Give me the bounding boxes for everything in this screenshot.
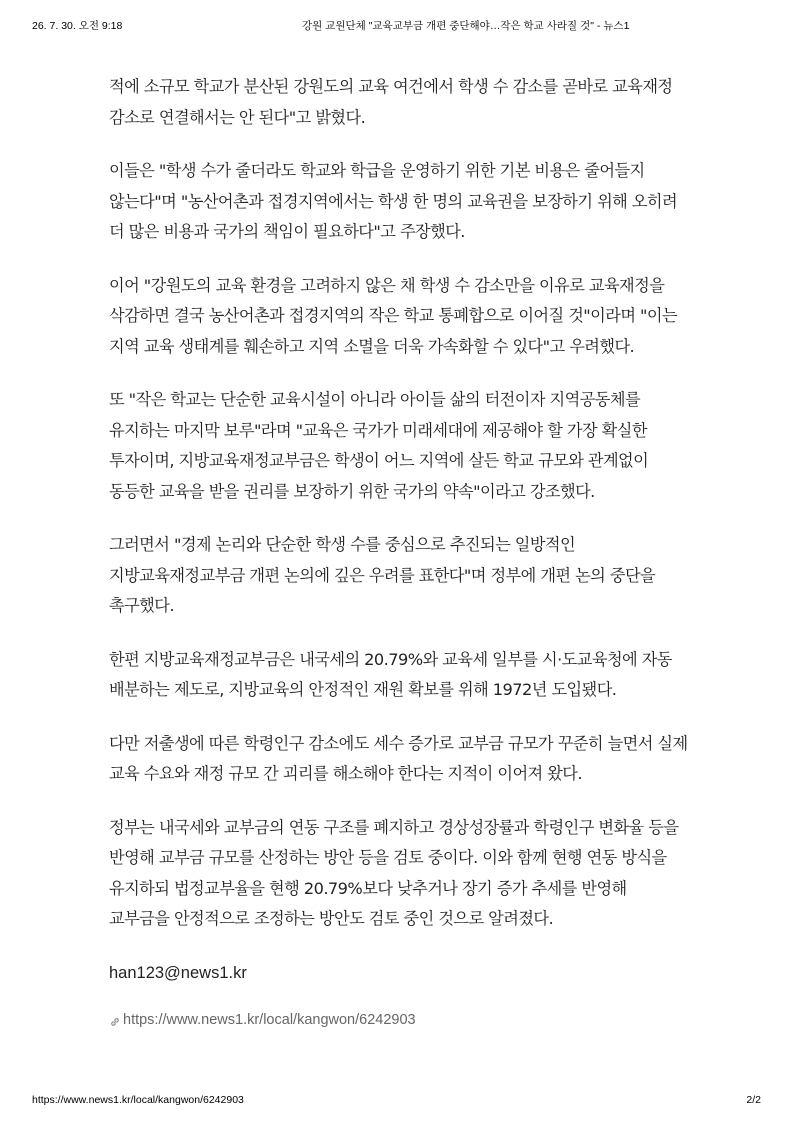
article-body — [109, 72, 689, 1030]
print-date: 26. 7. 30. 오전 9:18 — [32, 20, 123, 32]
article-paragraph: 그러면서 "경제 논리와 단순한 학생 수를 중심으로 추진되는 일방적인 지방교육재정교부금 개편 논의에 깊은 우려를 표한다"며 정부에 개편 논의 중단을 촉구했다. — [109, 535, 656, 615]
footer-url: https://www.news1.kr/local/kangwon/6242903 — [32, 1094, 244, 1106]
article-paragraph: 또 "작은 학교는 단순한 교육시설이 아니라 아이들 삶의 터전이자 지역공동체를 유지하는 마지막 보루"라며 "교육은 국가가 미래세대에 제공해야 할 가장 확실한 투자이며, 지방교육재정교부금은 학생이 어느 지역에 살든 학교 규모와 관계없이 동등한 교육을 받을 권리를 보장하기 위한 국가의 약속"이라고 강조했다. — [109, 390, 649, 501]
author-email: han123@news1.kr — [109, 963, 247, 982]
link-icon — [109, 1014, 121, 1026]
article-paragraph: 이어 "강원도의 교육 환경을 고려하지 않은 채 학생 수 감소만을 이유로 교육재정을 삭감하면 결국 농산어촌과 접경지역의 작은 학교 통폐합으로 이어질 것"이라며 "이는 지역 교육 생태계를 훼손하고 지역 소멸을 더욱 가속화할 수 있다"고 우려했다. — [109, 275, 678, 356]
source-url[interactable]: https://www.news1.kr/local/kangwon/6242903 — [123, 1011, 416, 1028]
print-header — [32, 18, 761, 34]
article-paragraph: 정부는 내국세와 교부금의 연동 구조를 폐지하고 경상성장률과 학령인구 변화율 등을 반영해 교부금 규모를 산정하는 방안 등을 검토 중이다. 이와 함께 현행 연동 방식을 유지하되 법정교부율을 현행 20.79%보다 낮추거나 장기 증가 추세를 반영해 교부금을 안정적으로 조정하는 방안도 검토 중인 것으로 알려졌다. — [109, 817, 679, 928]
article-paragraph: 적에 소규모 학교가 분산된 강원도의 교육 여건에서 학생 수 감소를 곧바로 교육재정 감소로 연결해서는 안 된다"고 밝혔다. — [109, 77, 673, 127]
article-paragraph: 이들은 "학생 수가 줄더라도 학교와 학급을 운영하기 위한 기본 비용은 줄어들지 않는다"며 "농산어촌과 접경지역에서는 학생 한 명의 교육권을 보장하기 위해 오히려 더 많은 비용과 국가의 책임이 필요하다"고 주장했다. — [109, 161, 678, 241]
page-title: 강원 교원단체 "교육교부금 개편 중단해야…작은 학교 사라질 것" - 뉴스1 — [302, 20, 630, 32]
source-link[interactable] — [109, 1010, 689, 1030]
article-paragraph: 한편 지방교육재정교부금은 내국세의 20.79%와 교육세 일부를 시·도교육청에 자동 배분하는 제도로, 지방교육의 안정적인 재원 확보를 위해 1972년 도입됐다. — [109, 649, 672, 699]
print-footer — [32, 1094, 761, 1108]
page-number: 2/2 — [746, 1094, 761, 1106]
article-paragraph: 다만 저출생에 따른 학령인구 감소에도 세수 증가로 교부금 규모가 꾸준히 늘면서 실제 교육 수요와 재정 규모 간 괴리를 해소해야 한다는 지적이 이어져 왔다. — [109, 733, 688, 783]
